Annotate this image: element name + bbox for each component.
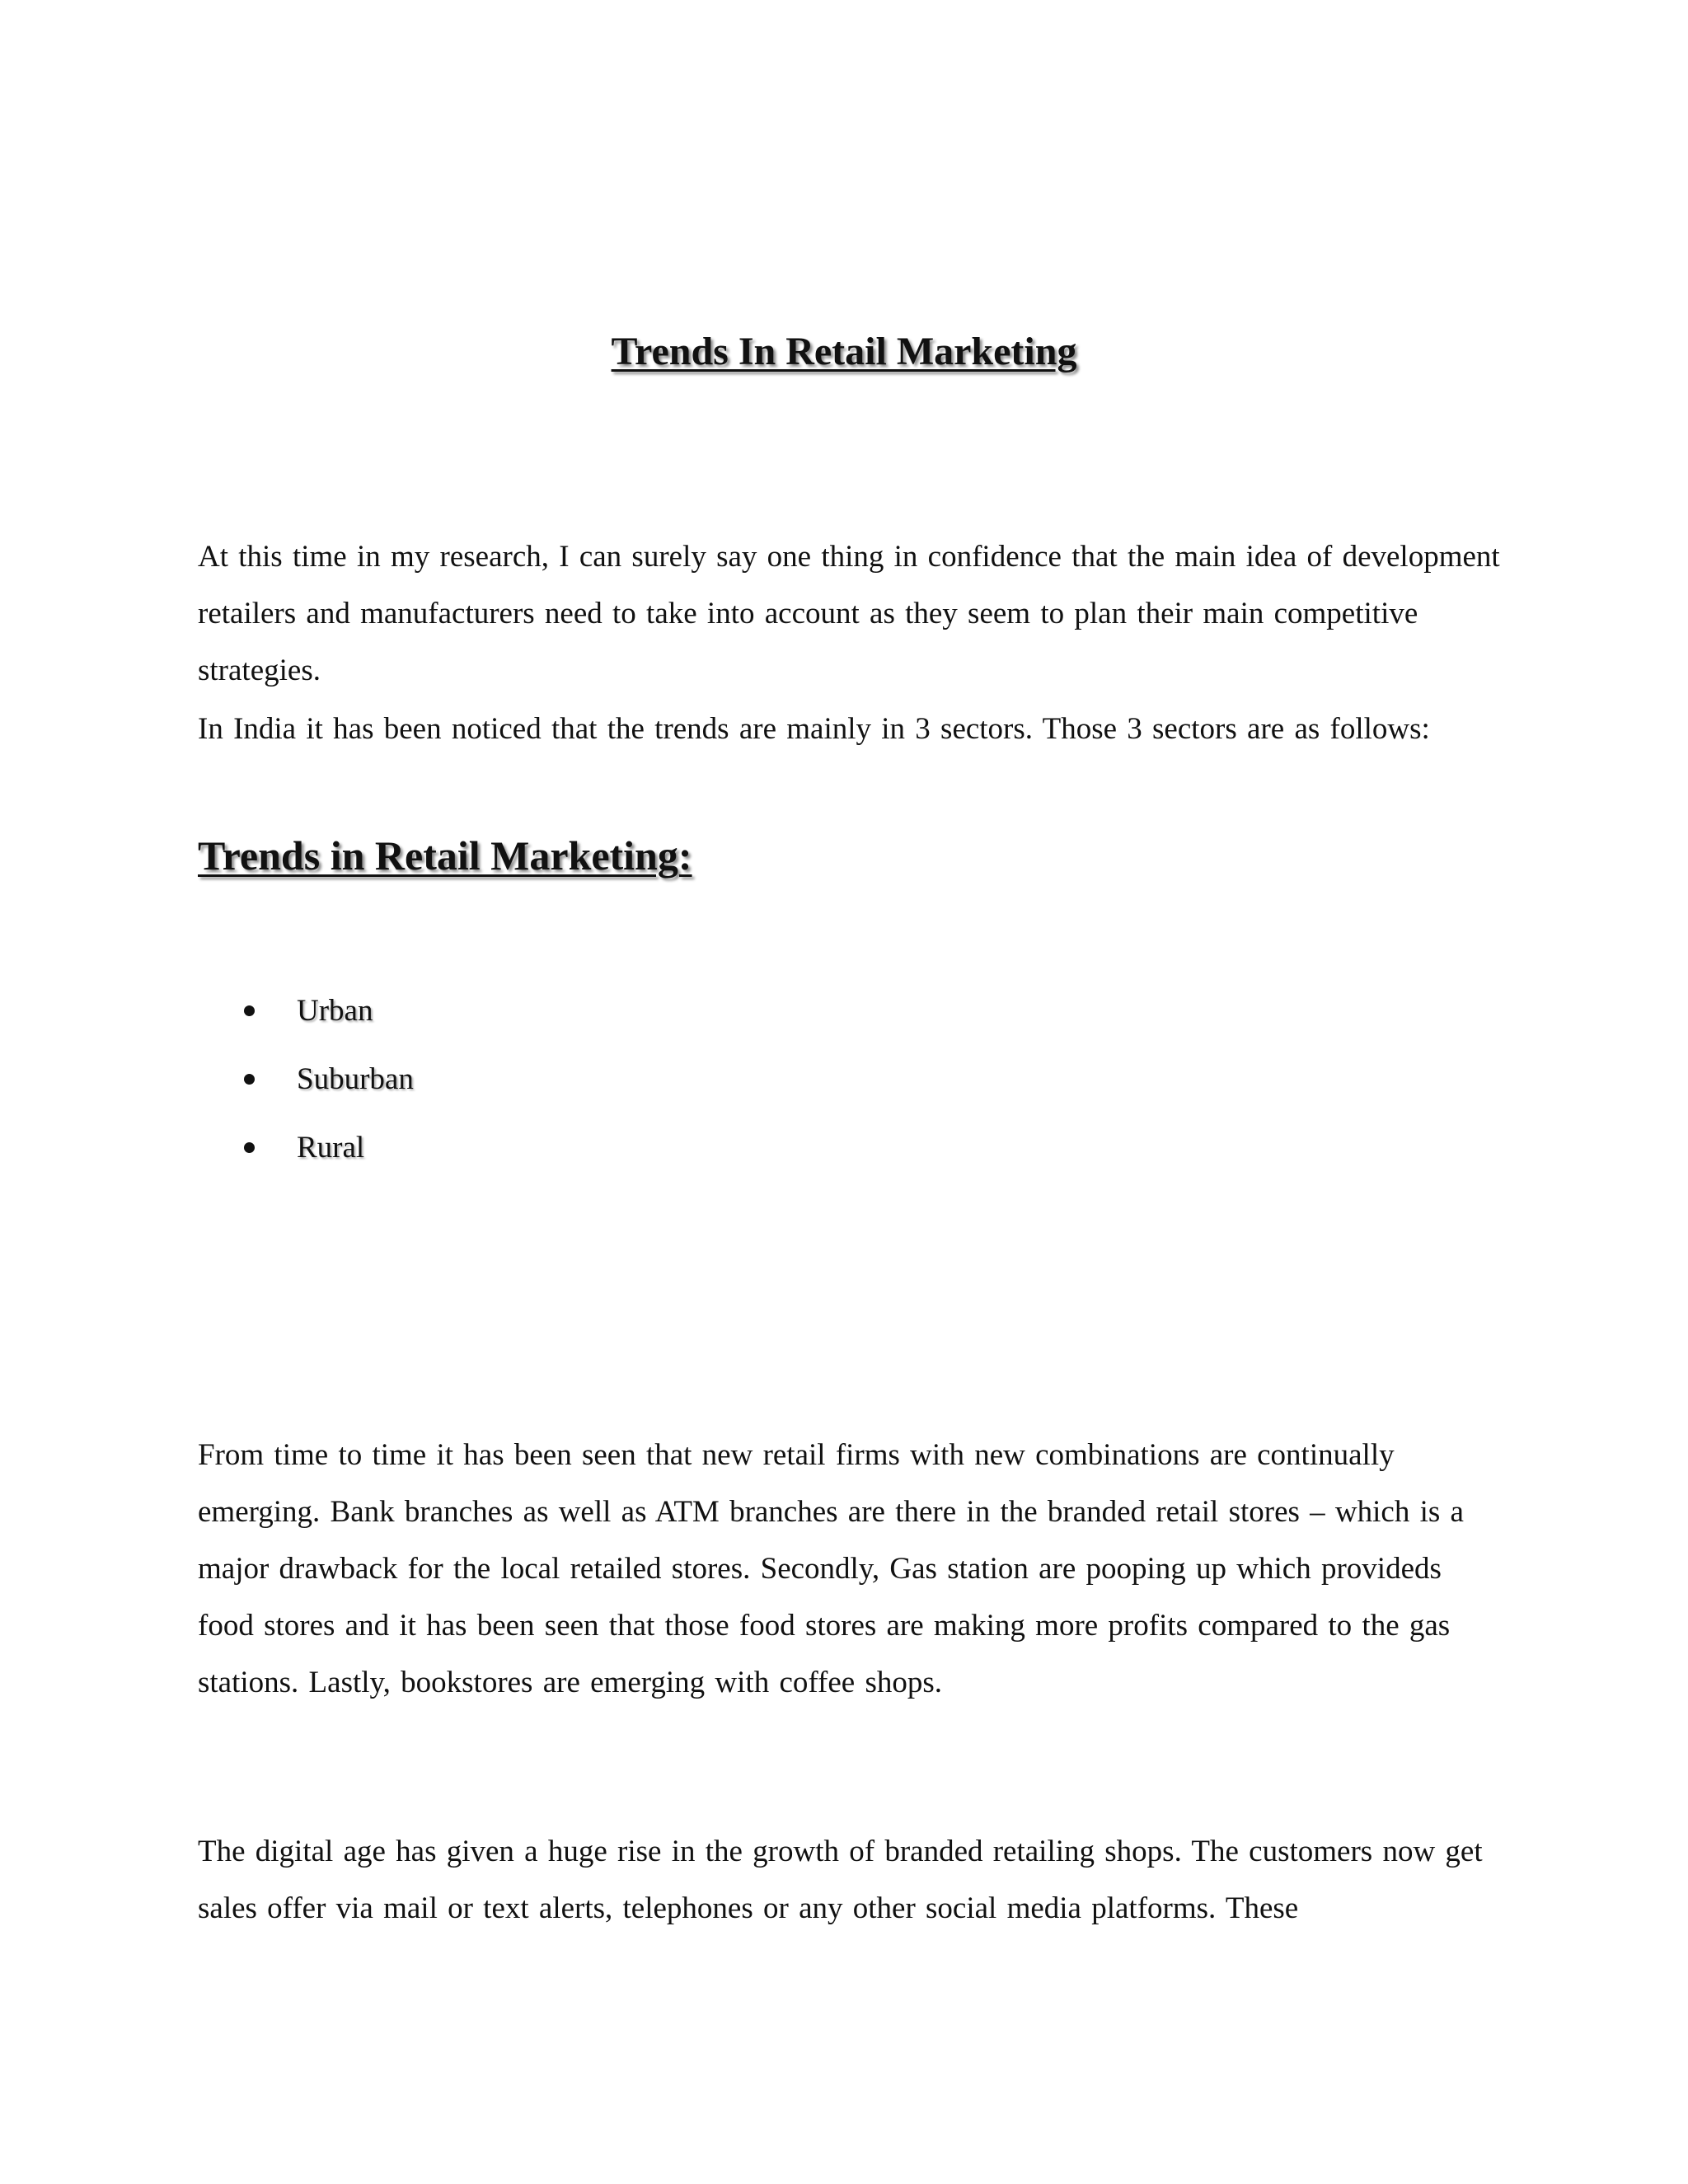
list-item-label: Rural [297, 1131, 365, 1165]
list-item-label: Suburban [297, 1062, 414, 1096]
digital-age-paragraph: The digital age has given a huge rise in the growth of branded retailing shops. The customers now get sales offer via mail or text alerts, telephones or any other social media platforms. These [198, 1835, 1483, 1925]
list-item-label: Urban [297, 994, 373, 1028]
page-title: Trends In Retail Marketing [611, 330, 1077, 373]
intro-paragraph: At this time in my research, I can surely say one thing in confidence that the main idea of development retailers and manufacturers need to take into account as they seem to plan their main competitive strategies. [198, 540, 1500, 687]
sectors-paragraph: In India it has been noticed that the trends are mainly in 3 sectors. Those 3 sectors are as follows: [198, 712, 1430, 746]
retail-firms-paragraph: From time to time it has been seen that new retail firms with new combinations are continually emerging. Bank branches as well as ATM branches are there in the branded retail stores – which is a major drawback for the local retailed stores. Secondly, Gas station are pooping up which provideds food stores and it has been seen that those food stores are making more profits compared to the gas stations. Lastly, bookstores are emerging with coffee shops. [198, 1438, 1464, 1699]
bullet-icon [244, 1005, 255, 1016]
list-item [239, 982, 414, 1051]
list-item [239, 1051, 414, 1119]
sector-list [239, 982, 414, 1188]
bullet-icon [244, 1142, 255, 1153]
bullet-icon [244, 1074, 255, 1085]
list-item [239, 1119, 414, 1188]
section-heading: Trends in Retail Marketing: [198, 832, 692, 879]
